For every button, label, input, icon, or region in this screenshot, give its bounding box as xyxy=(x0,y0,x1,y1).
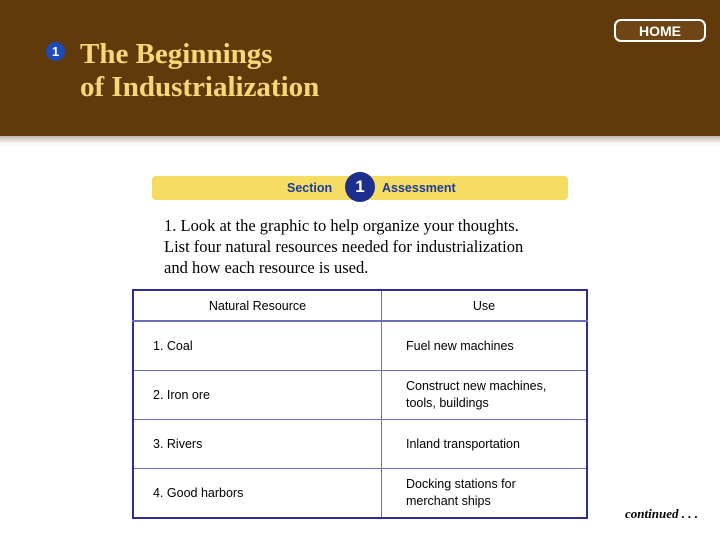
use-line: Docking stations for xyxy=(406,477,516,491)
continued-link[interactable]: continued . . . xyxy=(625,506,698,521)
home-button[interactable]: HOME xyxy=(614,19,706,42)
table-row xyxy=(133,469,587,519)
title-line-2: of Industrialization xyxy=(80,71,320,103)
section-number-badge: 1 xyxy=(46,42,65,61)
use-line: merchant ships xyxy=(406,494,491,508)
use-cell xyxy=(382,321,588,371)
section-label: Section xyxy=(287,181,333,195)
use-line: tools, buildings xyxy=(406,396,489,410)
title-line-1: The Beginnings xyxy=(80,38,273,70)
question-text xyxy=(164,215,584,278)
column-header-natural-resource: Natural Resource xyxy=(133,290,382,321)
use-line: Inland transportation xyxy=(406,436,520,451)
table-row xyxy=(133,321,587,371)
resources-table xyxy=(132,289,588,519)
question-line-2: List four natural resources needed for industrialization xyxy=(164,237,524,256)
use-line: Fuel new machines xyxy=(406,338,514,353)
use-cell xyxy=(382,371,588,420)
table-row xyxy=(133,420,587,469)
header-banner xyxy=(0,0,720,136)
header-shadow xyxy=(0,136,720,144)
page-title xyxy=(80,38,319,104)
table-row xyxy=(133,371,587,420)
use-cell xyxy=(382,420,588,469)
question-line-3: and how each resource is used. xyxy=(164,258,369,277)
table-header-row xyxy=(133,290,587,321)
use-line: Construct new machines, xyxy=(406,379,547,393)
resource-cell: 1. Coal xyxy=(133,321,382,371)
assessment-number-badge: 1 xyxy=(345,172,375,202)
resource-cell: 2. Iron ore xyxy=(133,371,382,420)
column-header-use: Use xyxy=(382,290,588,321)
resource-cell: 3. Rivers xyxy=(133,420,382,469)
use-cell xyxy=(382,469,588,519)
resource-cell: 4. Good harbors xyxy=(133,469,382,519)
question-line-1: 1. Look at the graphic to help organize your thoughts. xyxy=(164,216,519,235)
assessment-label: Assessment xyxy=(382,181,456,195)
